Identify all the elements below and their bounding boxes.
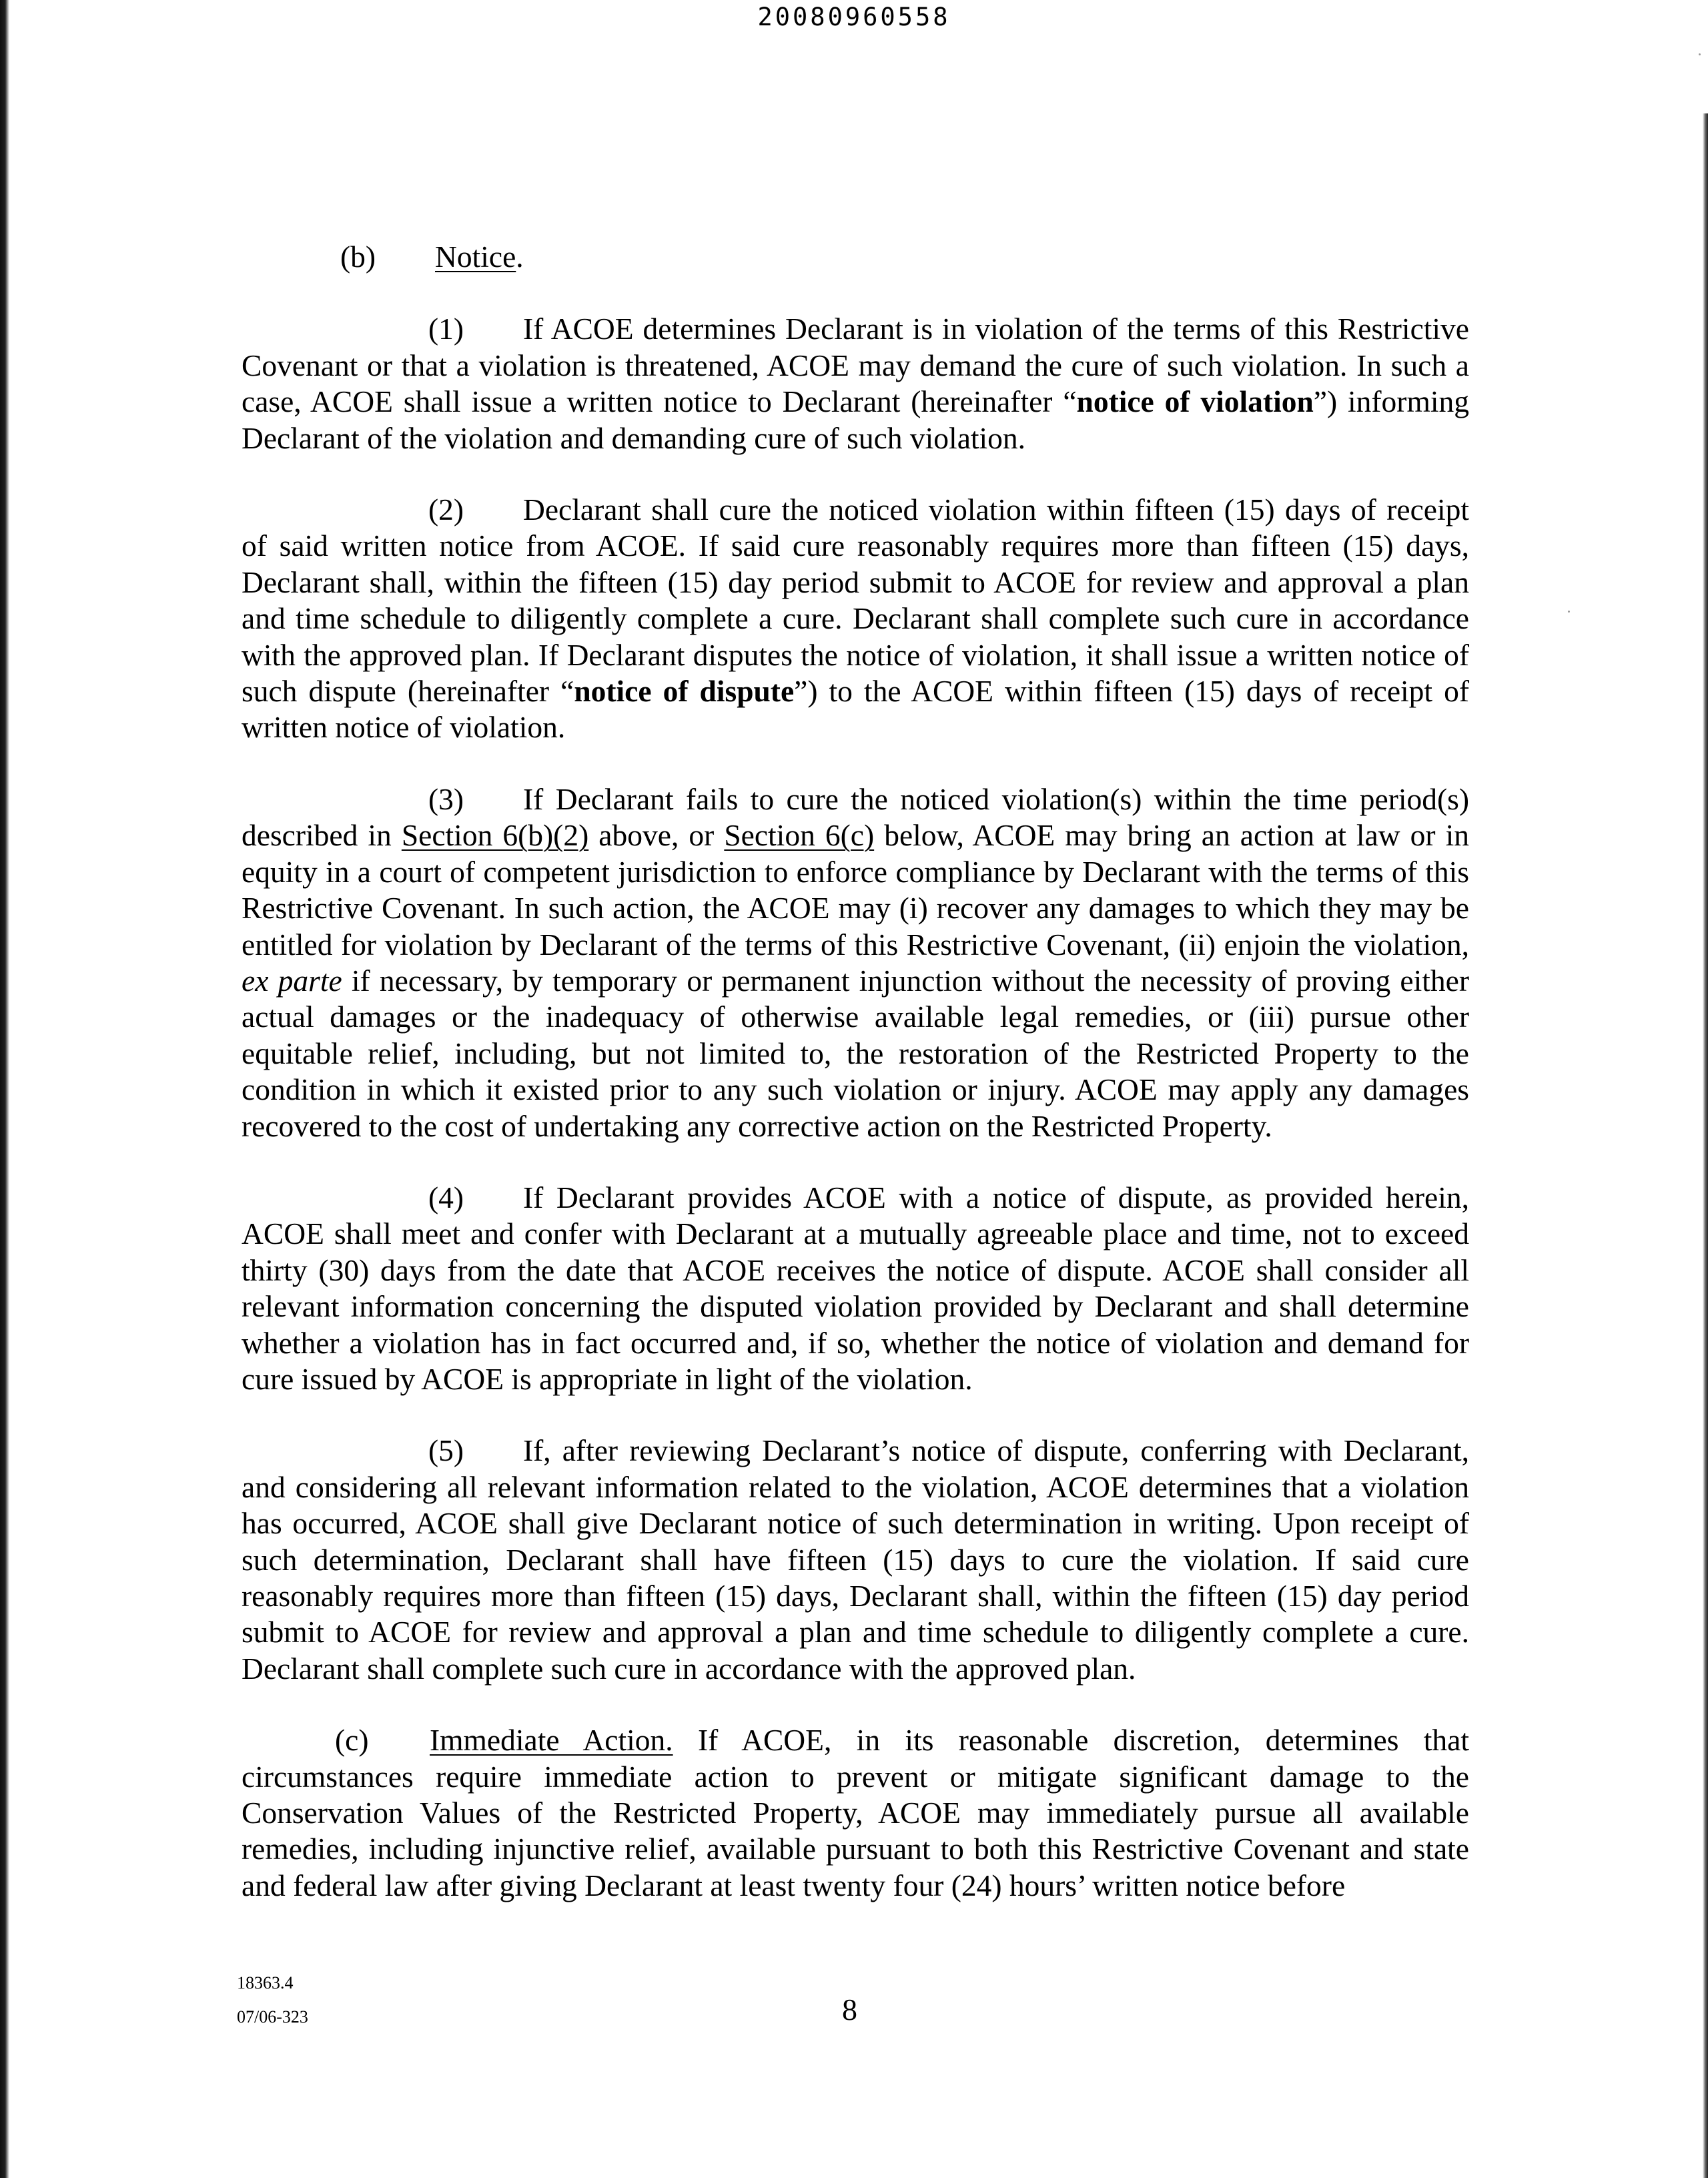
paragraph-3-text-3: below, ACOE may bring an action at law or in equity in a court of competent jurisdiction to enforce compliance by Declarant with the terms of this Restrictive Covenant. In such action, the ACOE may (i) recover any damages to which they may be entitled for violation by Declarant of the terms of this Restrictive Covenant, (ii) enjoin the violation, — [242, 818, 1469, 962]
scan-edge-right — [1703, 113, 1708, 2178]
notice-of-violation-term: notice of violation — [1076, 384, 1314, 419]
section-c-text: If ACOE, in its reasonable discretion, determines that circumstances require immediate action to prevent or mitigate significant damage to the Conservation Values of the Restricted Property, ACOE may immediately pursue all available remedies, including injunctive relief, available pursuant to both this Restrictive Covenant and state and federal law after giving Declarant at least twenty four (24) hours’ written notice before — [242, 1723, 1469, 1902]
footer-file-number: 07/06-323 — [237, 2007, 308, 2027]
scan-speck — [1568, 611, 1570, 613]
section-b-title: Notice — [435, 240, 516, 274]
footer-document-codes — [237, 1966, 308, 2034]
document-body — [242, 239, 1469, 1904]
paragraph-3-number: (3) — [428, 781, 464, 816]
paragraph-1-text: If ACOE determines Declarant is in violation of the terms of this Restrictive Covenant or that a violation is threatened, ACOE may demand the cure of such violation. In such a case, ACOE shall issue a written notice to Declarant (hereinafter “ — [242, 312, 1469, 419]
paragraph-2-number: (2) — [428, 492, 464, 527]
section-c-label: (c) — [335, 1723, 369, 1758]
paragraph-2-text-end: ”) to the ACOE within fifteen (15) days of receipt of written notice of violation. — [242, 674, 1470, 745]
paragraph-3-text-2: above, or — [588, 818, 725, 853]
section-b-title-punct: . — [516, 240, 524, 274]
paragraph-1 — [242, 311, 1469, 456]
section-b-label: (b) — [340, 240, 376, 274]
paragraph-5 — [242, 1433, 1469, 1687]
paragraph-2 — [242, 492, 1469, 746]
paragraph-3-text-4: if necessary, by temporary or permanent injunction without the necessity of proving either actual damages or the inadequacy of otherwise available legal remedies, or (iii) pursue other equitable relief, including, but not limited to, the restoration of the Restricted Property to the condition in which it existed prior to any such violation or injury. ACOE may apply any damages recovered to the cost of undertaking any corrective action on the Restricted Property. — [242, 963, 1470, 1143]
paragraph-1-text-end: ”) informing Declarant of the violation and demanding cure of such violation. — [242, 384, 1469, 455]
ex-parte-term: ex parte — [242, 963, 342, 998]
paragraph-4-number: (4) — [428, 1180, 464, 1214]
section-c-paragraph — [242, 1722, 1469, 1904]
section-b-heading — [242, 239, 1469, 275]
scan-edge-left — [0, 0, 9, 2178]
paragraph-3 — [242, 781, 1469, 1144]
paragraph-2-text: Declarant shall cure the noticed violation within fifteen (15) days of receipt of said written notice from ACOE. If said cure reasonably requires more than fifteen (15) days, Declarant shall, within the fifteen (15) day period submit to ACOE for review and approval a plan and time schedule to diligently complete a cure. Declarant shall complete such cure in accordance with the approved plan. If Declarant disputes the notice of violation, it shall issue a written notice of such dispute (hereinafter “ — [242, 492, 1469, 709]
paragraph-1-number: (1) — [428, 312, 464, 346]
page-number: 8 — [842, 1992, 857, 2027]
paragraph-5-text: If, after reviewing Declarant’s notice of dispute, conferring with Declarant, and considering all relevant information related to the violation, ACOE determines that a violation has occurred, ACOE shall give Declarant notice of such determination in writing. Upon receipt of such determination, Declarant shall have fifteen (15) days to cure the violation. If said cure reasonably requires more than fifteen (15) days, Declarant shall, within the fifteen (15) day period submit to ACOE for review and approval a plan and time schedule to diligently complete a cure. Declarant shall complete such cure in accordance with the approved plan. — [242, 1433, 1469, 1686]
paragraph-4 — [242, 1180, 1469, 1397]
paragraph-3-text: If Declarant fails to cure the noticed violation(s) within the time period(s) described in — [242, 781, 1469, 853]
section-c-title: Immediate Action. — [430, 1723, 673, 1758]
section-6c-reference: Section 6(c) — [724, 818, 875, 853]
section-6b2-reference: Section 6(b)(2) — [401, 818, 589, 853]
footer-doc-id: 18363.4 — [237, 1973, 294, 1992]
paragraph-5-number: (5) — [428, 1433, 464, 1468]
recording-number: 20080960558 — [757, 3, 951, 31]
paragraph-4-text: If Declarant provides ACOE with a notice of dispute, as provided herein, ACOE shall meet and confer with Declarant at a mutually agreeable place and time, not to exceed thirty (30) days from the date that ACOE receives the notice of dispute. ACOE shall consider all relevant information concerning the disputed violation provided by Declarant and shall determine whether a violation has in fact occurred and, if so, whether the notice of violation and demand for cure issued by ACOE is appropriate in light of the violation. — [242, 1180, 1469, 1396]
scan-speck — [1699, 53, 1701, 55]
notice-of-dispute-term: notice of dispute — [574, 674, 795, 709]
